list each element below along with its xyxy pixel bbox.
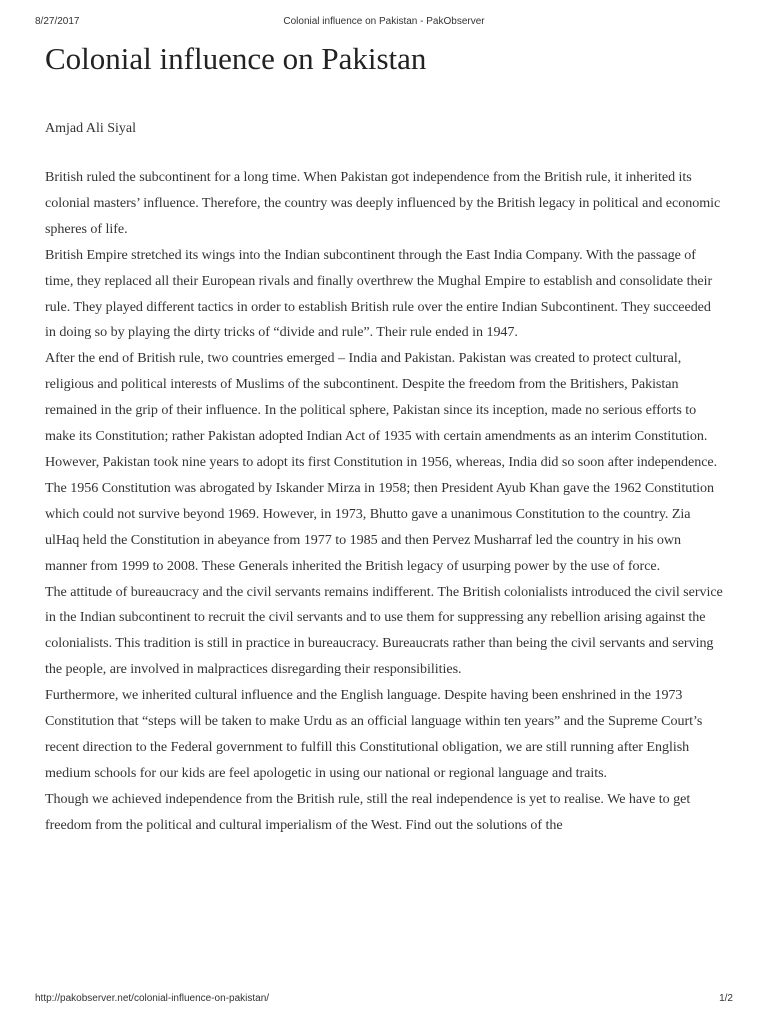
article-author: Amjad Ali Siyal	[45, 121, 136, 136]
print-date: 8/27/2017	[35, 16, 80, 27]
article-paragraph: The 1956 Constitution was abrogated by Iskander Mirza in 1958; then President Ayub Khan gave the 1962 Constitution which could not survive beyond 1969. However, in 1973, Bhutto gave a unanimous Constitution to the country. Zia ulHaq held the Constitution in abeyance from 1977 to 1985 and then Pervez Musharraf led the country in his own manner from 1999 to 2008. These Generals inherited the British legacy of usurping power by the use of force.	[45, 479, 715, 574]
print-document-title: Colonial influence on Pakistan - PakObserver	[283, 16, 485, 27]
print-footer	[35, 993, 733, 1007]
article-title: Colonial influence on Pakistan	[45, 41, 427, 76]
article-body	[45, 165, 725, 839]
page-number: 1/2	[719, 993, 733, 1004]
article-paragraph: British Empire stretched its wings into the Indian subcontinent through the East India Company. With the passage of time, they replaced all their European rivals and finally overthrew the Mughal Empire to establish and consolidate their rule. They played different tactics in order to establish British rule over the entire Indian Subcontinent. They succeeded in doing so by playing the dirty tricks of “divide and rule”. Their rule ended in 1947.	[45, 246, 713, 341]
print-header	[35, 16, 733, 30]
article-paragraph: British ruled the subcontinent for a long time. When Pakistan got independence from the British rule, it inherited its colonial masters’ influence. Therefore, the country was deeply influenced by the British legacy in political and economic spheres of life.	[45, 169, 721, 237]
print-url: http://pakobserver.net/colonial-influence-on-pakistan/	[35, 993, 270, 1004]
article-paragraph: After the end of British rule, two countries emerged – India and Pakistan. Pakistan was created to protect cultural, religious and political interests of Muslims of the subcontinent. Despite the freedom from the Britishers, Pakistan remained in the grip of their influence. In the political sphere, Pakistan since its inception, made no serious efforts to make its Constitution; rather Pakistan adopted Indian Act of 1935 with certain amendments as an interim Constitution. However, Pakistan took nine years to adopt its first Constitution in 1956, whereas, India did so soon after independence.	[45, 350, 718, 470]
article-paragraph: The attitude of bureaucracy and the civil servants remains indifferent. The British colonialists introduced the civil service in the Indian subcontinent to recruit the civil servants and to use them for suppressing any rebellion arising against the colonialists. This tradition is still in practice in bureaucracy. Bureaucrats rather than being the civil servants and serving the people, are involved in malpractices disregarding their responsibilities.	[45, 583, 723, 678]
article-paragraph: Though we achieved independence from the British rule, still the real independence is yet to realise. We have to get freedom from the political and cultural imperialism of the West. Find out the solutions of the	[45, 790, 691, 833]
article-paragraph: Furthermore, we inherited cultural influence and the English language. Despite having been enshrined in the 1973 Constitution that “steps will be taken to make Urdu as an official language within ten years” and the Supreme Court’s recent direction to the Federal government to fulfill this Constitutional obligation, we are still running after English medium schools for our kids are feel apologetic in using our national or regional language and traits.	[45, 687, 703, 781]
